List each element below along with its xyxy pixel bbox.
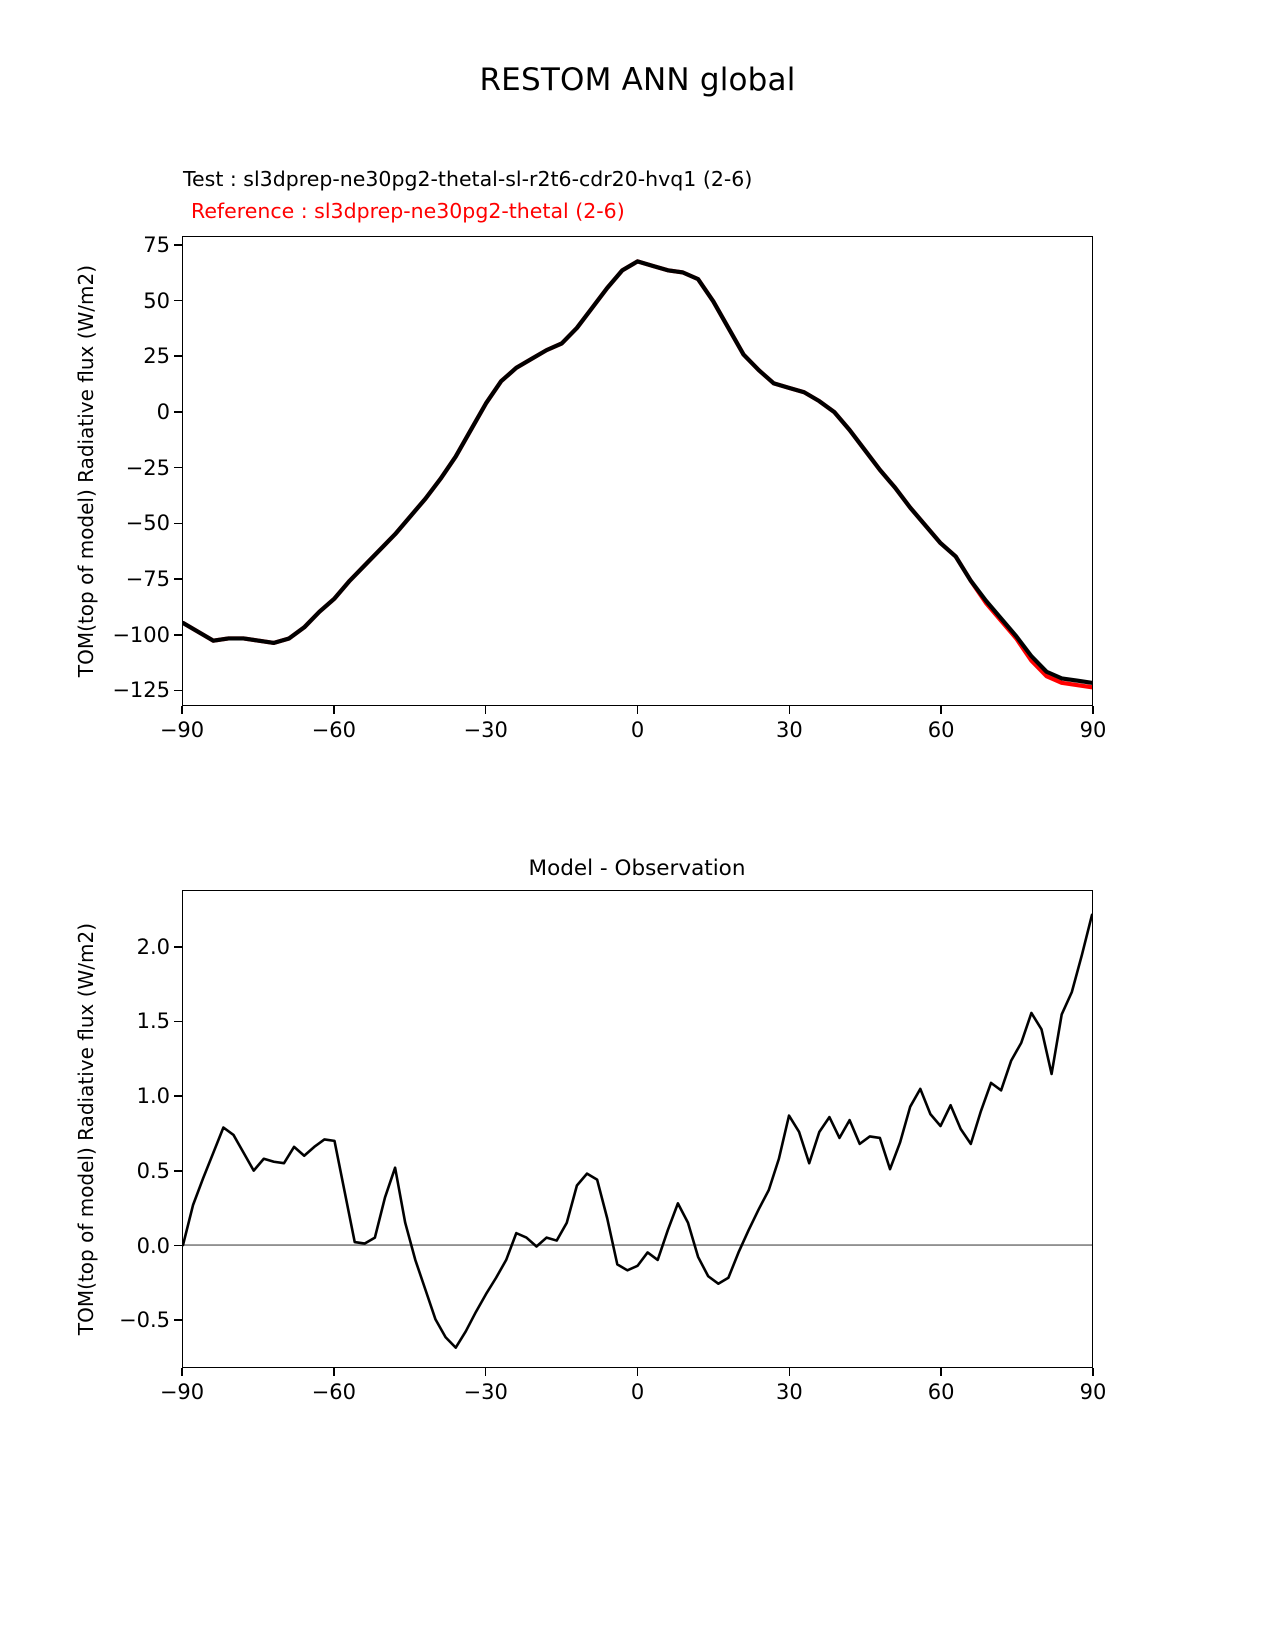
y-axis-tick-label: 50 bbox=[143, 288, 170, 313]
x-axis-tick-label: −90 bbox=[159, 1380, 205, 1404]
y-axis-tick-mark bbox=[174, 578, 182, 580]
x-axis-tick-mark bbox=[333, 1368, 335, 1376]
x-axis-tick-mark bbox=[637, 706, 639, 714]
chart-plot-area-diff bbox=[183, 891, 1092, 1367]
x-axis-tick-mark bbox=[181, 1368, 183, 1376]
y-axis-tick-label: −100 bbox=[112, 622, 170, 647]
y-axis-label: TOM(top of model) Radiative flux (W/m2) bbox=[74, 264, 98, 678]
y-axis-tick-mark bbox=[174, 1021, 182, 1023]
chart-series-line bbox=[183, 915, 1092, 1348]
y-axis-tick-label: 1.0 bbox=[136, 1084, 170, 1109]
y-axis-tick-mark bbox=[174, 690, 182, 692]
chart-panel-title-diff: Model - Observation bbox=[528, 856, 746, 881]
x-axis-tick-label: 0 bbox=[630, 718, 645, 742]
x-axis-tick-label: 60 bbox=[927, 718, 955, 742]
y-axis-tick-label: 0 bbox=[156, 399, 170, 424]
legend-entry-test: Test : sl3dprep-ne30pg2-thetal-sl-r2t6-cdr20-hvq1 (2-6) bbox=[183, 167, 753, 191]
y-axis-tick-label: −75 bbox=[125, 567, 170, 592]
y-axis-tick-label: −125 bbox=[112, 678, 170, 703]
x-axis-tick-label: 90 bbox=[1079, 718, 1107, 742]
y-axis-tick-mark bbox=[174, 523, 182, 525]
x-axis-tick-label: −60 bbox=[311, 718, 356, 742]
y-axis-tick-mark bbox=[174, 1170, 182, 1172]
legend bbox=[183, 164, 752, 228]
x-axis-tick-mark bbox=[940, 706, 942, 714]
x-axis-tick-mark bbox=[181, 706, 183, 714]
y-axis-tick-mark bbox=[174, 300, 182, 302]
y-axis-tick-mark bbox=[174, 1319, 182, 1321]
x-axis-tick-label: 30 bbox=[775, 718, 803, 742]
x-axis-tick-mark bbox=[485, 1368, 487, 1376]
y-axis-tick-label: 0.0 bbox=[136, 1233, 170, 1258]
x-axis-tick-label: 30 bbox=[775, 1380, 803, 1404]
x-axis-tick-label: 90 bbox=[1079, 1380, 1107, 1404]
y-axis-tick-label: −25 bbox=[125, 455, 170, 480]
y-axis-tick-label: 0.5 bbox=[136, 1158, 170, 1183]
x-axis-tick-mark bbox=[789, 706, 791, 714]
x-axis-tick-label: −30 bbox=[463, 718, 508, 742]
y-axis-label: TOM(top of model) Radiative flux (W/m2) bbox=[74, 922, 98, 1336]
x-axis-tick-mark bbox=[485, 706, 487, 714]
y-axis-tick-mark bbox=[174, 411, 182, 413]
x-axis-tick-label: 0 bbox=[630, 1380, 645, 1404]
x-axis-tick-mark bbox=[1092, 706, 1094, 714]
y-axis-tick-label: 2.0 bbox=[136, 934, 170, 959]
chart-panel-diff bbox=[182, 890, 1093, 1368]
y-axis-tick-label: 25 bbox=[143, 344, 170, 369]
y-axis-tick-label: −50 bbox=[125, 511, 170, 536]
y-axis-tick-mark bbox=[174, 355, 182, 357]
x-axis-tick-label: −60 bbox=[311, 1380, 356, 1404]
y-axis-tick-mark bbox=[174, 946, 182, 948]
y-axis-tick-mark bbox=[174, 1095, 182, 1097]
figure-suptitle: RESTOM ANN global bbox=[479, 62, 796, 98]
x-axis-tick-label: 60 bbox=[927, 1380, 955, 1404]
y-axis-tick-mark bbox=[174, 244, 182, 246]
y-axis-tick-mark bbox=[174, 1245, 182, 1247]
x-axis-tick-mark bbox=[1092, 1368, 1094, 1376]
chart-series-line bbox=[183, 261, 1092, 682]
x-axis-tick-label: −90 bbox=[159, 718, 205, 742]
x-axis-tick-mark bbox=[789, 1368, 791, 1376]
y-axis-tick-label: 1.5 bbox=[136, 1009, 170, 1034]
chart-plot-area-main bbox=[183, 237, 1092, 705]
legend-entry-reference: Reference : sl3dprep-ne30pg2-thetal (2-6) bbox=[191, 198, 625, 223]
x-axis-tick-mark bbox=[940, 1368, 942, 1376]
y-axis-tick-label: 75 bbox=[143, 232, 170, 257]
y-axis-tick-mark bbox=[174, 634, 182, 636]
x-axis-tick-mark bbox=[333, 706, 335, 714]
y-axis-tick-mark bbox=[174, 467, 182, 469]
x-axis-tick-label: −30 bbox=[463, 1380, 508, 1404]
x-axis-tick-mark bbox=[637, 1368, 639, 1376]
chart-series-line bbox=[183, 261, 1092, 687]
chart-panel-main bbox=[182, 236, 1093, 706]
y-axis-tick-label: −0.5 bbox=[119, 1308, 170, 1333]
